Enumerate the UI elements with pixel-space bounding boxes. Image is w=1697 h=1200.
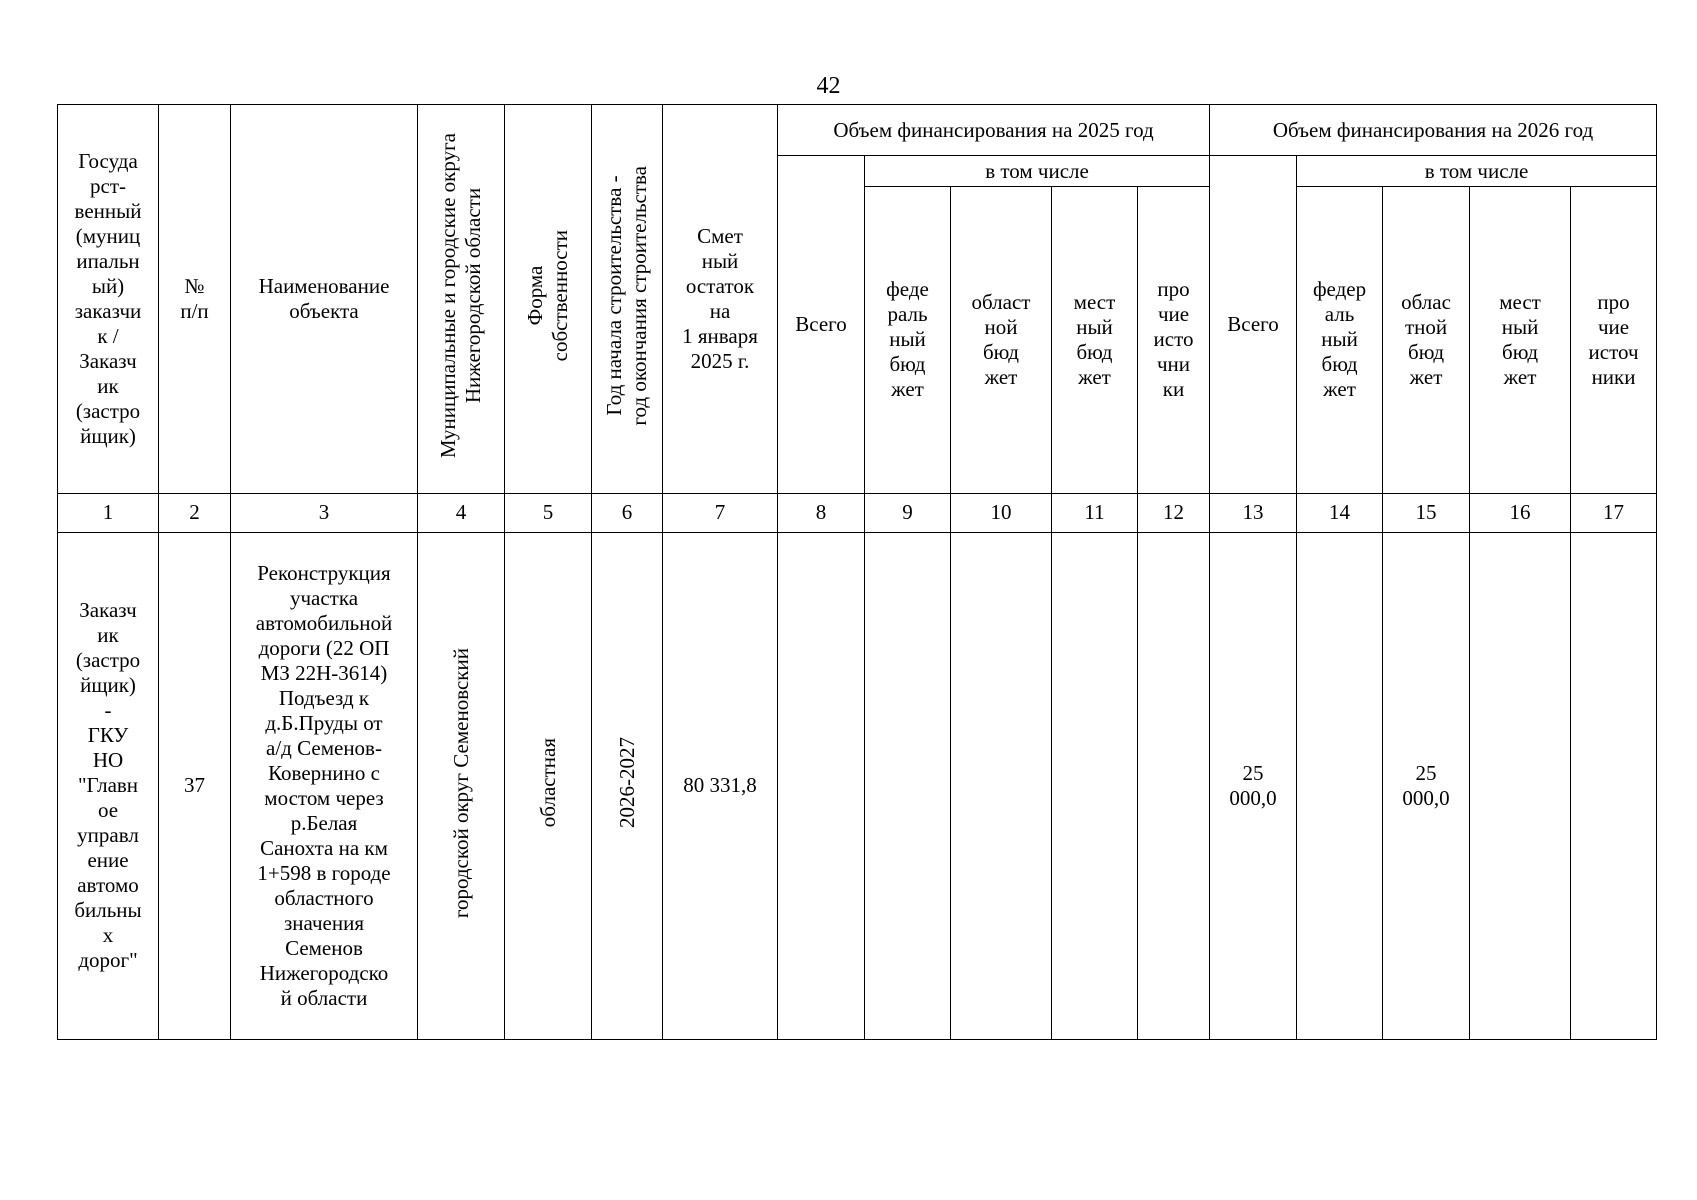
text-line: 25 [1242, 760, 1264, 785]
column-number-15: 15 [1383, 493, 1470, 532]
text-line: дорог" [78, 948, 138, 973]
text-line: аль [1324, 302, 1355, 327]
text-line: п/п [180, 298, 209, 323]
text-line: про [1157, 277, 1190, 302]
column-number-7: 7 [663, 493, 778, 532]
text-line: облас [1401, 289, 1451, 314]
text-line: чни [1156, 352, 1191, 377]
text-line: Заказч [79, 598, 137, 623]
column-number-6: 6 [592, 493, 663, 532]
column-number-12: 12 [1138, 493, 1210, 532]
header-balance [663, 105, 778, 494]
text-line: 1 января [682, 323, 758, 348]
table-row [58, 532, 1657, 1039]
header-local-2026 [1470, 187, 1571, 493]
text-line: федер [1312, 277, 1367, 302]
column-number-8: 8 [778, 493, 865, 532]
column-number-10: 10 [951, 493, 1052, 532]
text-line: д.Б.Пруды от [265, 710, 383, 735]
text-line: бюд [1076, 339, 1113, 364]
column-number-14: 14 [1297, 493, 1383, 532]
header-years [592, 105, 663, 494]
text-line: йщик) [80, 423, 136, 448]
text-line: автомобильной [255, 610, 393, 635]
text-line: Семенов [285, 935, 363, 960]
text-line: бюд [1502, 339, 1539, 364]
text-line: год окончания строительства [627, 166, 651, 426]
text-line: на [709, 298, 731, 323]
text-line: областного [274, 885, 374, 910]
header-including-2025: в том числе [865, 156, 1210, 187]
text-line: бюд [1408, 339, 1445, 364]
header-federal-2025 [865, 187, 951, 493]
text-line: Госуда [78, 148, 138, 173]
text-line: жет [1503, 364, 1537, 389]
cell-ownership: областная [505, 532, 592, 1039]
text-line: чие [1597, 314, 1630, 339]
text-line: 1+598 в городе [257, 860, 391, 885]
cell-other-2025 [1138, 532, 1210, 1039]
text-line: бюд [1321, 352, 1358, 377]
text-line: ный [1321, 327, 1358, 352]
text-line: МЗ 22Н-3614) [260, 660, 388, 685]
text-line: Нижегородско [259, 960, 389, 985]
text-line: ный [889, 327, 926, 352]
text-line: Форма [523, 265, 547, 326]
text-line: (застро [75, 648, 141, 673]
text-line: управл [77, 823, 139, 848]
text-line: остаток [685, 273, 755, 298]
cell-federal-2025 [865, 532, 951, 1039]
cell-federal-2026 [1297, 532, 1383, 1039]
text-line: бильны [74, 898, 142, 923]
cell-object-name [231, 532, 418, 1039]
column-number-1: 1 [58, 493, 159, 532]
text-line: - [104, 698, 112, 723]
text-line: Смет [697, 223, 743, 248]
header-customer [58, 105, 159, 494]
text-line: Ковернино с [268, 760, 380, 785]
text-line: рст- [90, 173, 126, 198]
column-number-17: 17 [1571, 493, 1657, 532]
text-line: венный [74, 198, 142, 223]
text-line: исто [1153, 327, 1194, 352]
text-line: й области [280, 985, 368, 1010]
text-line: к / [97, 323, 119, 348]
column-number-16: 16 [1470, 493, 1571, 532]
cell-local-2026 [1470, 532, 1571, 1039]
header-regional-2025 [951, 187, 1052, 493]
cell-num: 37 [159, 532, 231, 1039]
text-line: Наименование [258, 273, 390, 298]
text-line: ение [87, 848, 129, 873]
text-line: ое [97, 798, 119, 823]
text-line: НО [92, 748, 124, 773]
text-line: участка [289, 585, 359, 610]
header-ownership [505, 105, 592, 494]
header-other-2026 [1571, 187, 1657, 493]
column-number-4: 4 [418, 493, 505, 532]
text-line: чие [1157, 302, 1190, 327]
text-line: бюд [889, 352, 926, 377]
text-line: тной [1404, 314, 1448, 339]
text-line: ный [1076, 314, 1113, 339]
text-line: бюд [983, 339, 1019, 364]
text-line: Реконструкция [257, 560, 391, 585]
header-municipal [418, 105, 505, 494]
column-number-13: 13 [1210, 493, 1297, 532]
text-line: Год начала строительства - [602, 175, 626, 416]
cell-total-2026 [1210, 532, 1297, 1039]
text-line: 25 [1415, 760, 1437, 785]
text-line: феде [886, 277, 929, 302]
text-line: жет [984, 364, 1018, 389]
financing-table [57, 104, 1657, 1040]
text-line: ный [701, 248, 739, 273]
text-line: жет [1078, 364, 1111, 389]
column-number-3: 3 [231, 493, 418, 532]
text-line: ГКУ [87, 723, 129, 748]
column-number-5: 5 [505, 493, 592, 532]
text-line: р.Белая [290, 810, 358, 835]
cell-local-2025 [1052, 532, 1138, 1039]
text-line: дороги (22 ОП [258, 635, 390, 660]
text-line: (застро [75, 398, 141, 423]
text-line: объекта [289, 298, 359, 323]
text-line: 000,0 [1402, 785, 1450, 810]
text-line: ик [97, 623, 119, 648]
text-line: автомо [77, 873, 139, 898]
header-including-2026: в том числе [1297, 156, 1657, 187]
header-other-2025 [1138, 187, 1210, 493]
column-number-row [58, 493, 1657, 532]
text-line: № [184, 273, 205, 298]
cell-balance: 80 331,8 [663, 532, 778, 1039]
cell-customer [58, 532, 159, 1039]
text-line: ки [1162, 377, 1185, 402]
text-line: жет [891, 377, 924, 402]
text-line: 2025 г. [690, 348, 750, 373]
text-line: Заказч [79, 348, 137, 373]
header-local-2025 [1052, 187, 1138, 493]
header-total-2025: Всего [778, 156, 865, 493]
header-regional-2026 [1383, 187, 1470, 493]
header-group-2026: Объем финансирования на 2026 год [1210, 105, 1657, 156]
cell-regional-2025 [951, 532, 1052, 1039]
text-line: област [971, 289, 1031, 314]
header-num [159, 105, 231, 494]
text-line: Подъезд к [278, 685, 370, 710]
text-line: ипальн [76, 248, 140, 273]
column-number-11: 11 [1052, 493, 1138, 532]
header-group-2025: Объем финансирования на 2025 год [778, 105, 1210, 156]
cell-other-2026 [1571, 532, 1657, 1039]
text-line: собственности [548, 230, 572, 362]
cell-municipal: городской округ Семеновский [418, 532, 505, 1039]
text-line: (муниц [75, 223, 141, 248]
text-line: раль [887, 302, 928, 327]
text-line: источ [1588, 339, 1639, 364]
text-line: ники [1591, 364, 1636, 389]
text-line: Муниципальные и городские округа [436, 133, 460, 459]
text-line: мостом через [264, 785, 384, 810]
header-name [231, 105, 418, 494]
page-number: 42 [816, 73, 841, 99]
text-line: значения [283, 910, 365, 935]
text-line: жет [1323, 377, 1356, 402]
text-line: а/д Семенов- [266, 735, 382, 760]
text-line: "Главн [77, 773, 139, 798]
cell-regional-2026 [1383, 532, 1470, 1039]
column-number-2: 2 [159, 493, 231, 532]
header-federal-2026 [1297, 187, 1383, 493]
cell-total-2025 [778, 532, 865, 1039]
text-line: ик [97, 373, 119, 398]
text-line: Нижегородской области [461, 188, 485, 404]
text-line: про [1597, 289, 1630, 314]
text-line: заказчи [74, 298, 142, 323]
text-line: мест [1073, 289, 1116, 314]
text-line: х [102, 923, 114, 948]
column-number-9: 9 [865, 493, 951, 532]
text-line: Санохта на км [260, 835, 388, 860]
text-line: ный [1501, 314, 1539, 339]
text-line: 000,0 [1229, 785, 1277, 810]
cell-years: 2026-2027 [592, 532, 663, 1039]
text-line: мест [1499, 289, 1541, 314]
text-line: ной [984, 314, 1018, 339]
text-line: ый) [91, 273, 125, 298]
text-line: жет [1409, 364, 1443, 389]
text-line: йщик) [80, 673, 136, 698]
header-total-2026: Всего [1210, 156, 1297, 493]
